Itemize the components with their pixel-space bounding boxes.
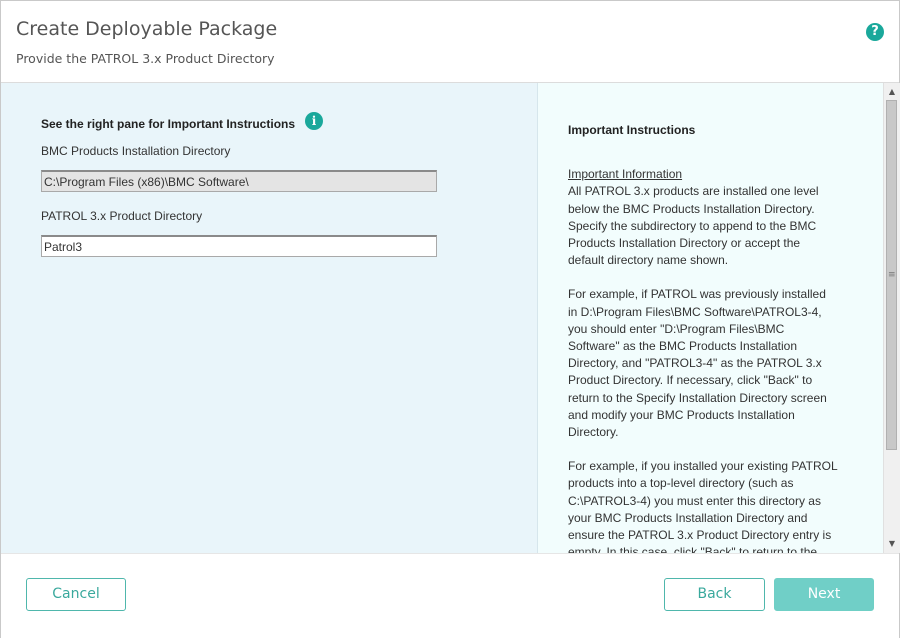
dialog-subtitle: Provide the PATROL 3.x Product Directory (16, 51, 275, 66)
cancel-button[interactable]: Cancel (26, 578, 126, 611)
directory-form-pane (1, 83, 538, 553)
next-button[interactable]: Next (774, 578, 874, 611)
scroll-up-icon[interactable]: ▲ (888, 87, 896, 96)
scroll-down-icon[interactable]: ▼ (888, 539, 896, 548)
instructions-paragraph: For example, if you installed your existing PATROL products into a top-level directory (such as C:\PATROL3-4) you must enter this directory as your BMC Products Installation Directory and ensure the PATROL 3.x Product Directory entry is (568, 459, 838, 543)
patrol-product-dir-field[interactable] (41, 235, 437, 257)
instructions-subheading: Important Information (568, 167, 683, 182)
dialog-title: Create Deployable Package (16, 18, 278, 40)
info-icon[interactable]: i (305, 112, 323, 130)
instructions-heading: Important Instructions (568, 123, 696, 137)
bmc-install-dir-label: BMC Products Installation Directory (41, 144, 231, 158)
instructions-pane[interactable] (538, 83, 883, 553)
patrol-product-dir-label: PATROL 3.x Product Directory (41, 209, 203, 223)
dialog-header (1, 1, 899, 83)
instructions-scrollbar[interactable] (883, 83, 900, 553)
grip-icon: ≡ (888, 270, 896, 280)
instructions-content (568, 122, 838, 596)
bmc-install-dir-field[interactable] (41, 170, 437, 192)
instructions-paragraph: For example, if PATROL was previously installed in D:\Program Files\BMC Software\PATROL3-4, you should enter "D:\Program Files\BMC Software" as the BMC Products Installation Directory, and "PATROL3-4" as the PATROL 3.x Product Directory. If necessary, click "Back" to return to the Specify Installation Directory screen and modify your BMC Products Installation Directory. (568, 287, 827, 440)
instructions-paragraph: All PATROL 3.x products are installed one level below the BMC Products Installation Directory. Specify the subdirectory to append to the BMC Products Installation Directory or accept the default directory name shown. (568, 184, 819, 268)
section-heading: See the right pane for Important Instructions (41, 117, 296, 131)
back-button[interactable]: Back (664, 578, 765, 611)
help-icon[interactable]: ? (866, 23, 884, 41)
scrollbar-thumb[interactable] (886, 100, 897, 450)
dialog-footer (1, 553, 899, 638)
